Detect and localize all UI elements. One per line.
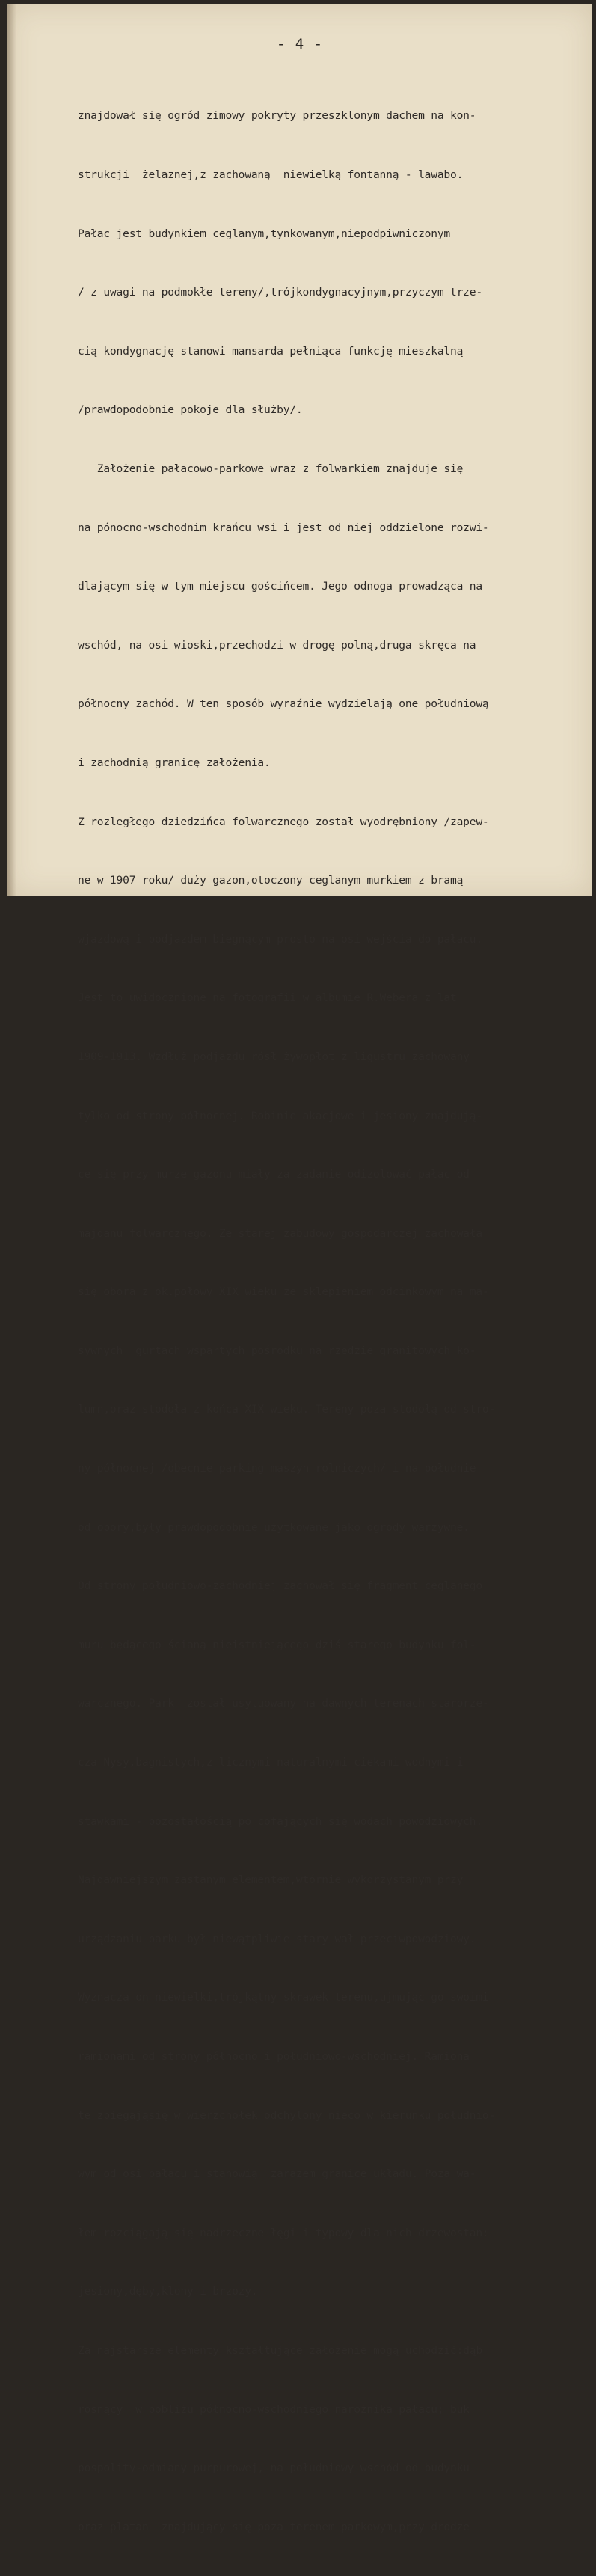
text-line: dlającym się w tym miejscu gościńcem. Jego odnoga prowadząca na: [78, 580, 482, 593]
text-line: te zbiegająsię w wierzchołek odchylony nieco w kierunku południo-: [78, 2108, 496, 2122]
text-line: majdanu folwarcznego. Ze starej zabudowy gospodarczej zachowała: [78, 1226, 482, 1240]
text-line: tylko od strony północnej. Robinie akacjowe i jesiony znajdują-: [78, 1109, 482, 1122]
text-line: na pónocno-wschodnim krańcu wsi i jest od niej oddzielone rozwi-: [78, 521, 489, 534]
text-line: strukcji żelaznej,z zachowaną niewielką fontanną - lawabo.: [78, 168, 464, 181]
text-line: łem rozciągają się nadrzeczne łęgi i typowy dla nich drzewostan:: [78, 2226, 489, 2239]
text-line: ne w 1907 roku/ duży gazon,otoczony ceglanym murkiem z bramą: [78, 874, 464, 887]
text-line: muru będącego ścianą nieistniejącego dziś starego budynku fol-: [78, 1638, 476, 1651]
text-line: jesiony,dęby,klony i brzozy.: [78, 2285, 258, 2298]
text-line: wym od osi pałacu i stanowią zarazem granice układu. Poza wa-: [78, 2167, 476, 2181]
text-line: od obory,były prawdopodobnie użytkowane jako ogrody warzywne.: [78, 1520, 470, 1534]
text-line: ce się przy murze gazonu miały za zadanie odizolować pałac od: [78, 1168, 470, 1181]
text-line: znajdował się ogród zimowy pokryty przeszklonym dachem na kon-: [78, 109, 476, 123]
text-line: cza Nysy,bagnistych,z licznymi naturalnymi ciekami wodnymi i: [78, 1756, 464, 1769]
text-line: warcznego. Park został usytuowany na dawnych terenach starorze-: [78, 1697, 489, 1710]
text-line: Pałac jest budynkiem ceglanym,tynkowanym,niepodpiwniczonym: [78, 227, 450, 240]
text-line: ny północnej /obecnie parking maszyn rolniczych/ i na południe: [78, 1462, 476, 1475]
text-line: cią kondygnację stanowi mansarda pełniąca funkcję mieszkalną: [78, 344, 464, 358]
text-line: Założenie pałacowo-parkowe wraz z folwarkiem znajduje się: [78, 462, 464, 475]
document-page: [7, 4, 592, 2533]
text-line: wschód, na osi wioski,przechodzi w drogę polną,druga skręca na: [78, 638, 476, 652]
text-line: się obora z ok.połowy XIX wieku ze sklepieniem odcinkowym na ma-: [78, 1285, 489, 1299]
text-line: pospolity-odmiany purpurowej, na południowy wschód od budynku: [78, 2462, 470, 2475]
page-number: - 4 -: [276, 36, 324, 52]
text-line: Jest to uwidocznione na fotografii w albumie R.Webera z lat: [78, 991, 457, 1005]
text-line: ramionami od strony północno i południowo-wschodniej. Ramiona: [78, 2050, 470, 2063]
text-line: sywnych gurtach wspartych pośrodku na rzędzie granitowych ko-: [78, 1344, 476, 1357]
text-line: lumn,oraz stodoła z końca XIX wieku. Tereny poza stodołą od stro-: [78, 1403, 496, 1416]
text-line: Za najstarsze elementy kształtujące założenie mogą uchodzić:dąb: [78, 2343, 482, 2357]
text-line: rosnący w pobliżu północno-wschodniego narożnika pałacu; buk: [78, 2402, 470, 2416]
text-line: północny zachód. W ten sposób wyraźnie wydzielają one południową: [78, 697, 489, 711]
text-line: oraz platan znajdujący się poza terenem parkowym,przy drodze: [78, 2520, 470, 2533]
typewritten-text: [78, 67, 586, 2576]
text-line: Najdawniejszym zastanym elementem,wtórnie wykorzystanym przy: [78, 1873, 464, 1887]
text-line: stawkami - pozostałością po cofających się wodach powodziowych.: [78, 1814, 482, 1828]
text-line: Z rozległego dziedzińca folwarcznego został wyodrębniony /zapew-: [78, 815, 489, 828]
text-line: /prawdopodobnie pokoje dla służby/.: [78, 403, 303, 417]
text-line: / z uwagi na podmokłe tereny/,trójkondygnacyjnym,przyczym trze-: [78, 286, 482, 299]
text-line: wjazdową i podjazdem biegnącym prosto na osi wejścia do pałacu.: [78, 932, 482, 946]
text-line: Od strony południowo-zachodniej zachował się fragment ceglanego: [78, 1579, 482, 1593]
text-line: i zachodnią granicę założenia.: [78, 756, 271, 769]
text-line: urządzaniu parku był niewątpliwie stary wał przeciwpowodziowy.: [78, 1932, 476, 1945]
text-line: 1909-1913. Wzdłuż podjazdu rósł żywopłot z ligustru zachowany: [78, 1050, 470, 1063]
text-line: Wyznacza on niewielki,trójkątny skrawek terenu,ujmując go swoimi: [78, 1991, 489, 2004]
